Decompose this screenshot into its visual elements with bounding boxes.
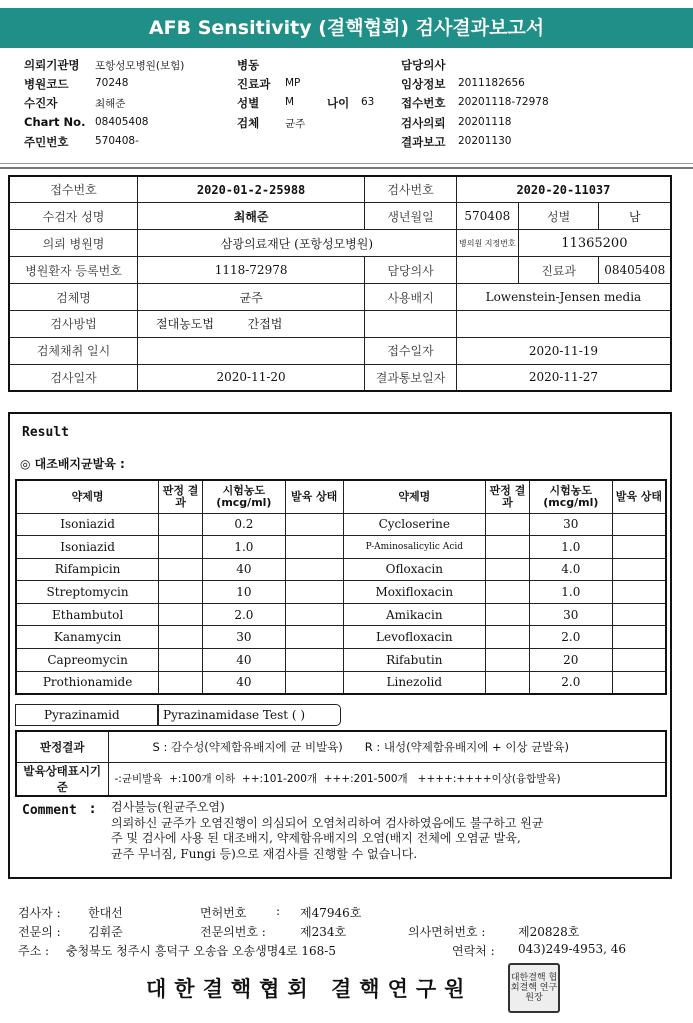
address-value: 충청북도 청주시 흥덕구 오송읍 오송생명4로 168-5 [66,944,336,958]
name-value: 최해준 [138,203,365,230]
request-value: 20201118 [458,116,512,128]
chart-label: Chart No. [24,115,86,129]
drug-header-left: 약제명 [16,480,159,513]
official-seal-icon: 대한결핵 협회결핵 연구원장 [508,963,560,1013]
resident-value: 570408- [95,135,139,147]
method-label: 검사방법 [9,310,138,337]
report-value: 20201130 [458,135,512,147]
drug-conc: 30 [202,626,285,649]
drug-conc: 2.0 [529,626,612,649]
test-no-value: 2020-20-11037 [456,176,671,203]
judge-cell [486,513,530,536]
birth-label: 생년월일 [365,203,457,230]
growth-header-left: 발육 상태 [285,480,343,513]
judge-legend-label: 판정결과 [16,731,108,762]
drug-conc: 30 [529,603,612,626]
notified-label: 결과통보일자 [365,364,457,391]
info-table [8,175,672,392]
drug-conc: 1.0 [202,536,285,559]
legend-table [15,730,667,797]
drug-conc: 30 [529,513,612,536]
growth-cell [285,536,343,559]
drug-conc: 40 [202,649,285,672]
sex-value-cell: 남 [599,203,671,230]
medium-label: 사용배지 [365,284,457,311]
address-label: 주소 : [18,944,50,958]
specimen-value-cell: 균주 [138,284,365,311]
comment-line: 검사불능(원균주오염) [111,800,225,814]
spec-no-value: 제234호 [300,925,347,939]
drug-name: Capreomycin [16,649,159,672]
receipt-label: 접수번호 [401,96,446,110]
doc-no-value: 제20828호 [518,925,580,939]
clinical-value: 2011182656 [458,77,525,89]
drug-name: Streptomycin [16,581,159,604]
sex-label: 성별 [237,96,260,110]
table-row [16,536,666,559]
comment-colon: : [90,802,96,817]
drug-conc: 1.0 [529,581,612,604]
chart-value: 08405408 [95,116,149,128]
receipt-value: 20201118-72978 [458,96,549,108]
table-row [16,558,666,581]
contact-label: 연락처 : [452,944,495,958]
judge-cell [159,536,203,559]
collect-label: 검체채취 일시 [9,337,138,364]
drug-conc: 1.0 [529,536,612,559]
designated-label: 병의원 지정번호 [456,230,518,257]
judge-cell [159,649,203,672]
comment-line: 주 및 검사에 사용 된 대조배지, 약제함유배지의 오염(배지 전체에 오염균 발육, [111,831,521,845]
specimen-label-cell: 검체명 [9,284,138,311]
license-label: 면허번호 [200,906,247,920]
medium-value: Lowenstein-Jensen media [456,284,671,311]
birth-value: 570408 [456,203,518,230]
specialist-label: 전문의 : [18,925,61,939]
drug-conc: 0.2 [202,513,285,536]
comment-line: 균주 무너짐, Fungi 등)으로 재검사를 진행할 수 없습니다. [111,846,418,861]
resident-label: 주민번호 [24,135,69,149]
hospital-code-label: 병원코드 [24,77,69,91]
age-label: 나이 [327,96,350,110]
specimen-value: 균주 [285,118,306,130]
doctor-label-cell: 담당의사 [365,257,457,284]
drug-name: Isoniazid [16,513,159,536]
growth-cell [612,603,666,626]
judge-cell [486,536,530,559]
drug-name: Isoniazid [16,536,159,559]
report-header [0,50,693,165]
drug-conc: 40 [202,671,285,694]
result-title: Result [22,425,69,440]
growth-legend-label: 발육상태표시기준 [16,762,108,796]
report-title: AFB Sensitivity (결핵협회) 검사결과보고서 [0,8,693,48]
growth-cell [612,558,666,581]
test-no-label: 검사번호 [365,176,457,203]
judge-cell [486,626,530,649]
method-indirect: 간접법 [247,317,283,332]
header-divider [0,163,693,169]
conc-header-left: 시험농도 (mcg/ml) [202,480,285,513]
judge-cell [159,626,203,649]
drug-table [15,479,667,695]
license-colon: : [276,904,281,918]
drug-name: Ethambutol [16,603,159,626]
patient-label: 수진자 [24,96,58,110]
drug-name: Amikacin [343,603,486,626]
name-label: 수검자 성명 [9,203,138,230]
ward-label: 병동 [237,58,260,72]
growth-cell [285,558,343,581]
designated-value: 11365200 [518,230,671,257]
organization-name: 대한결핵협회 결핵연구원 [146,976,473,1001]
judge-cell [159,671,203,694]
institution-value: 포항성모병원(보험) [95,60,185,72]
request-label: 검사의뢰 [401,116,446,130]
growth-cell [285,603,343,626]
comment-text [111,800,656,862]
sex-label-cell: 성별 [518,203,599,230]
judge-header-left: 판정 결과 [159,480,203,513]
tested-value: 2020-11-20 [138,364,365,391]
tested-label: 검사일자 [9,364,138,391]
receipt-no-value: 2020-01-2-25988 [138,176,365,203]
license-value: 제47946호 [300,906,362,920]
judge-legend-text: S : 감수성(약제함유배지에 균 비발육) R : 내성(약제함유배지에 + 이상 균발육) [108,731,666,762]
drug-name: Levofloxacin [343,626,486,649]
growth-legend-text: -:균비발육 +:100개 이하 ++:101-200개 +++:201-500개 ++++:++++이상(융합발육) [108,762,666,796]
drug-header-right: 약제명 [343,480,486,513]
dept-value-cell: 08405408 [599,257,671,284]
drug-name: Cycloserine [343,513,486,536]
pyrazinamidase-test: Pyrazinamidase Test ( ) [158,704,341,726]
table-row [16,513,666,536]
hospital-value: 삼광의료재단 (포항성모병원) [138,230,457,257]
conc-header-right: 시험농도 (mcg/ml) [529,480,612,513]
judge-cell [486,603,530,626]
patient-value: 최해준 [95,98,126,110]
table-row [16,581,666,604]
judge-header-right: 판정 결과 [486,480,530,513]
method-empty-value [456,310,671,337]
table-row [16,626,666,649]
judge-cell [486,581,530,604]
drug-name: Kanamycin [16,626,159,649]
clinical-label: 임상정보 [401,77,446,91]
method-absolute: 절대농도법 [156,317,214,332]
tester-value: 한대선 [88,906,123,920]
drug-name: Rifabutin [343,649,486,672]
growth-cell [612,671,666,694]
drug-name: Linezolid [343,671,486,694]
sex-value: M [285,96,295,108]
judge-cell [159,581,203,604]
growth-cell [285,671,343,694]
table-row [16,603,666,626]
drug-name: P-Aminosalicylic Acid [343,536,486,559]
drug-name: Rifampicin [16,558,159,581]
table-row [16,649,666,672]
receipt-no-label: 접수번호 [9,176,138,203]
report-label: 결과보고 [401,135,446,149]
drug-name: Prothionamide [16,671,159,694]
growth-cell [285,513,343,536]
received-label: 접수일자 [365,337,457,364]
pyrazinamid-label: Pyrazinamid [15,704,158,726]
specialist-value: 김휘준 [88,925,123,939]
doc-no-label: 의사면허번호 : [408,925,486,939]
growth-cell [612,626,666,649]
judge-cell [486,671,530,694]
drug-conc: 2.0 [202,603,285,626]
notified-value: 2020-11-27 [456,364,671,391]
drug-conc: 20 [529,649,612,672]
dept-label-cell: 진료과 [518,257,599,284]
growth-header-right: 발육 상태 [612,480,666,513]
judge-cell [486,649,530,672]
reg-value: 1118-72978 [138,257,365,284]
received-value: 2020-11-19 [456,337,671,364]
drug-conc: 2.0 [529,671,612,694]
judge-cell [486,558,530,581]
doctor-value-cell [456,257,518,284]
growth-cell [285,649,343,672]
dept-value: MP [285,77,301,89]
growth-cell [612,536,666,559]
contact-value: 043)249-4953, 46 [518,942,626,956]
judge-cell [159,558,203,581]
reg-label: 병원환자 등록번호 [9,257,138,284]
dept-label: 진료과 [237,77,271,91]
growth-cell [285,626,343,649]
table-row [16,671,666,694]
drug-conc: 4.0 [529,558,612,581]
growth-cell [285,581,343,604]
method-value [138,310,365,337]
drug-conc: 10 [202,581,285,604]
specimen-label: 검체 [237,116,260,130]
drug-name: Moxifloxacin [343,581,486,604]
drug-name: Ofloxacin [343,558,486,581]
judge-cell [159,603,203,626]
comment-label: Comment [22,803,77,818]
collect-value [138,337,365,364]
method-empty-label [365,310,457,337]
doctor-label: 담당의사 [401,58,446,72]
age-value: 63 [361,96,375,108]
hospital-code-value: 70248 [95,77,129,89]
spec-no-label: 전문의번호 : [200,925,266,939]
growth-cell [612,581,666,604]
growth-cell [612,513,666,536]
comment-line: 의뢰하신 균주가 오염진행이 의심되어 오염처리하여 검사하였음에도 불구하고 원균 [111,815,544,830]
tester-label: 검사자 : [18,906,61,920]
judge-cell [159,513,203,536]
growth-cell [612,649,666,672]
drug-conc: 40 [202,558,285,581]
hospital-label: 의뢰 병원명 [9,230,138,257]
control-growth-title: ◎ 대조배지균발육 : [20,457,125,471]
institution-label: 의뢰기관명 [24,58,80,72]
